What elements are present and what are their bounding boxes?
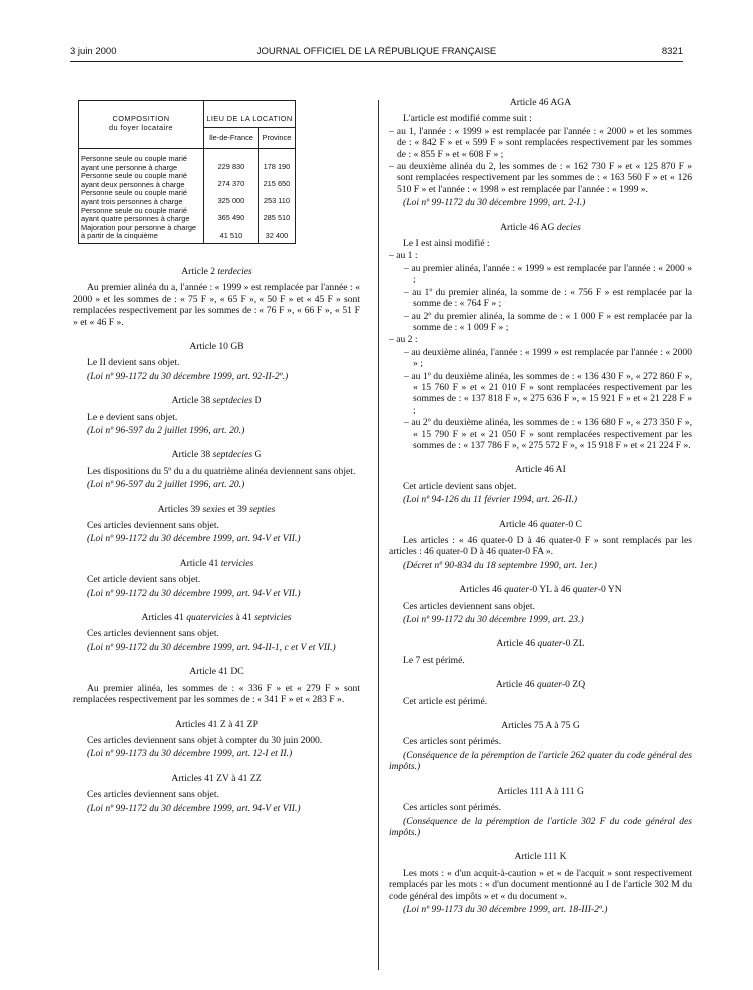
article-title: Article 38 septdecies G [171, 449, 262, 461]
legal-reference: (Loi nº 99-1172 du 30 décembre 1999, art. 94-V et VII.) [87, 802, 301, 814]
legal-reference: (Loi nº 99-1172 du 30 décembre 1999, art. 94-II-1, c et V et VII.) [87, 641, 336, 653]
table-group-header: LIEU DE LA LOCATION [204, 101, 296, 128]
rent-ceiling-table [78, 100, 296, 244]
article-title: Articles 111 A à 111 G [497, 785, 584, 797]
article-text: Ces articles deviennent sans objet. [87, 789, 219, 801]
legal-reference: (Loi nº 94-126 du 11 février 1994, art. 26-II.) [403, 494, 578, 506]
row-idf: 365 490 [204, 207, 259, 224]
left-column [73, 100, 360, 815]
table-col-composition-sub: du foyer locataire [109, 122, 173, 132]
article-text: Le II devient sans objet. [87, 357, 180, 369]
row-idf: 229 830 [204, 149, 259, 173]
article-text: L'article est modifié comme suit : [403, 113, 532, 125]
article-text: Ces articles deviennent sans objet. [403, 600, 535, 612]
row-label: Personne seule ou couple marié ayant quatre personnes à charge [79, 207, 204, 224]
column-divider [378, 100, 379, 970]
list-item: – au 2 : [389, 334, 418, 346]
table-col-idf: Ile-de-France [204, 128, 259, 149]
row-province: 178 190 [258, 149, 295, 173]
table-row [79, 149, 296, 173]
article-text: Ces articles sont périmés. [403, 802, 502, 814]
article-text: Ces articles deviennent sans objet. [87, 520, 219, 532]
table-col-province: Province [258, 128, 295, 149]
article-title: Article 41 DC [189, 666, 244, 678]
article-title: Article 2 terdecies [181, 265, 252, 277]
article-text: Le I est ainsi modifié : [403, 238, 490, 250]
row-province: 253 110 [258, 189, 295, 206]
article-title: Article 46 AGA [509, 97, 572, 108]
article-text: Ces articles sont périmés. [403, 736, 502, 748]
sub-list-item: – au premier alinéa, l'année : « 1999 » est remplacée par l'année : « 2000 » ; [404, 262, 692, 286]
article-text: Ces articles deviennent sans objet à compter du 30 juin 2000. [87, 734, 323, 746]
article-text: Au premier alinéa du a, l'année : « 1999 » est remplacée par l'année : « 2000 » et les sommes de : « 75 F », « 65 F », « 50 F » et « 45 F » sont remplacées respectivement par les sommes de : « 76 F », « 66 F », « 51 F » et « 46 F ». [73, 282, 360, 328]
row-label: Majoration pour personne à charge à partir de la cinquième [79, 224, 204, 244]
article-title: Article 38 septdecies D [171, 395, 262, 407]
article-title: Articles 75 A à 75 G [501, 720, 580, 732]
article-text: Le 7 est périmé. [403, 654, 465, 666]
row-label: Personne seule ou couple marié ayant deux personnes à charge [79, 172, 204, 189]
article-title: Articles 46 quater-0 YL à 46 quater-0 YN [459, 584, 622, 596]
sub-list-item: – au 1º du deuxième alinéa, les sommes de : « 136 430 F », « 272 860 F », « 15 760 F » et « 21 010 F » sont remplacées respectivement par les sommes de : « 137 818 F », « 275 636 F », « 15 921 F » et « 21 228 F » ; [404, 370, 692, 416]
list-item: – au 1, l'année : « 1999 » est remplacée par l'année : « 2000 » et les sommes de : « 842 F » et « 599 F » sont remplacées respectivement par les sommes de : « 855 F » et « 608 F » ; [389, 125, 692, 160]
row-label: Personne seule ou couple marié ayant trois personnes à charge [79, 189, 204, 206]
sub-list-item: – au deuxième alinéa, l'année : « 1999 » est remplacée par l'année : « 2000 » ; [404, 346, 692, 370]
article-text: Ces articles deviennent sans objet. [87, 628, 219, 640]
table-row [79, 207, 296, 224]
legal-reference: (Loi nº 99-1173 du 30 décembre 1999, art. 12-I et II.) [87, 748, 293, 760]
row-province: 285 510 [258, 207, 295, 224]
legal-reference: (Décret nº 90-834 du 18 septembre 1990, art. 1er.) [403, 559, 597, 571]
table-col-composition [79, 101, 204, 149]
legal-reference: (Loi nº 99-1172 du 30 décembre 1999, art. 2-I.) [403, 197, 586, 209]
article-title: Article 111 K [514, 851, 567, 863]
row-label: Personne seule ou couple marié ayant une personne à charge [79, 149, 204, 173]
article-title: Articles 41 Z à 41 ZP [175, 718, 258, 730]
legal-reference: (Loi nº 99-1172 du 30 décembre 1999, art. 94-V et VII.) [87, 533, 301, 545]
legal-reference: (Loi nº 96-597 du 2 juillet 1996, art. 20.) [87, 425, 245, 436]
header-date: 3 juin 2000 [70, 46, 117, 57]
article-title: Article 46 AI [515, 464, 566, 476]
article-title: Article 41 tervicies [179, 557, 254, 569]
sub-list-item: – au 2º du premier alinéa, la somme de : « 1 000 F » est remplacée par la somme de : « 1 009 F » ; [404, 310, 692, 333]
header-rule [70, 61, 683, 62]
legal-reference: (Loi nº 99-1173 du 30 décembre 1999, art. 18-III-2º.) [403, 903, 608, 915]
article-text: Cet article est périmé. [403, 695, 488, 707]
table-col-composition-title: COMPOSITION [112, 113, 170, 123]
row-province: 215 650 [258, 172, 295, 189]
legal-reference: (Conséquence de la péremption de l'article 262 quater du code général des impôts.) [389, 749, 692, 773]
row-idf: 274 370 [204, 172, 259, 189]
table-row [79, 224, 296, 244]
legal-reference: (Loi nº 99-1172 du 30 décembre 1999, art. 94-V et VII.) [87, 587, 301, 599]
sub-list-item: – au 1º du premier alinéa, la somme de : « 756 F » est remplacée par la somme de : « 764 F » ; [404, 286, 692, 310]
article-title: Articles 41 quatervicies à 41 septvicies [141, 612, 292, 624]
article-text: Cet article devient sans objet. [87, 574, 201, 586]
article-title: Articles 39 sexies et 39 septies [157, 503, 276, 515]
table-row [79, 172, 296, 189]
article-title: Article 46 AG decies [500, 221, 581, 233]
table-row [79, 189, 296, 206]
article-text: Au premier alinéa, les sommes de : « 336 F » et « 279 F » sont remplacées respectivement par les sommes de : « 341 F » et « 283 F ». [73, 682, 360, 706]
sub-list-item: – au 2º du deuxième alinéa, les sommes de : « 136 680 F », « 273 350 F », « 15 790 F » et « 21 050 F » sont remplacées respectivement par les sommes de : « 137 786 F », « 275 572 F », « 15 918 F » et « 21 224 F ». [404, 417, 692, 451]
article-title: Article 10 GB [189, 340, 244, 352]
article-text: Les dispositions du 5º du a du quatrième alinéa deviennent sans objet. [87, 465, 356, 477]
list-item: – au deuxième alinéa du 2, les sommes de : « 162 730 F » et « 125 870 F » sont remplacées respectivement par les sommes de : « 163 560 F » et « 126 510 F » et l'année : « 1998 » est remplacée par l'année : « 1999 ». [389, 161, 692, 195]
row-idf: 41 510 [204, 224, 259, 244]
legal-reference: (Loi nº 99-1172 du 30 décembre 1999, art. 92-II-2º.) [87, 370, 289, 382]
article-text: Le e devient sans objet. [87, 411, 178, 423]
row-province: 32 400 [258, 224, 295, 244]
header-journal-title: JOURNAL OFFICIEL DE LA RÉPUBLIQUE FRANÇAISE [256, 46, 497, 57]
article-text: Les articles : « 46 quater-0 D à 46 quater-0 F » sont remplacés par les articles : 46 quater-0 D à 46 quater-0 FA ». [389, 535, 692, 558]
legal-reference: (Loi nº 96-597 du 2 juillet 1996, art. 20.) [87, 479, 245, 491]
legal-reference: (Conséquence de la péremption de l'article 302 F du code général des impôts.) [389, 815, 692, 838]
article-text: Les mots : « d'un acquit-à-caution » et « de l'acquit » sont respectivement remplacés par les mots : « d'un document mentionné au I de l'article 302 M du code général des impôts » et « du document ». [389, 867, 692, 902]
article-text: Cet article devient sans objet. [403, 480, 517, 492]
article-title: Article 46 quater-0 ZL [496, 638, 585, 650]
right-column [389, 95, 692, 916]
article-title: Articles 41 ZV à 41 ZZ [171, 772, 262, 784]
article-title: Article 46 quater-0 ZQ [495, 679, 586, 691]
row-idf: 325 000 [204, 189, 259, 206]
list-item: – au 1 : [389, 250, 418, 262]
header-page-number: 8321 [661, 46, 683, 57]
article-title: Article 46 quater-0 C [499, 518, 582, 530]
legal-reference: (Loi nº 99-1172 du 30 décembre 1999, art. 23.) [403, 614, 584, 626]
page-header [70, 46, 683, 60]
